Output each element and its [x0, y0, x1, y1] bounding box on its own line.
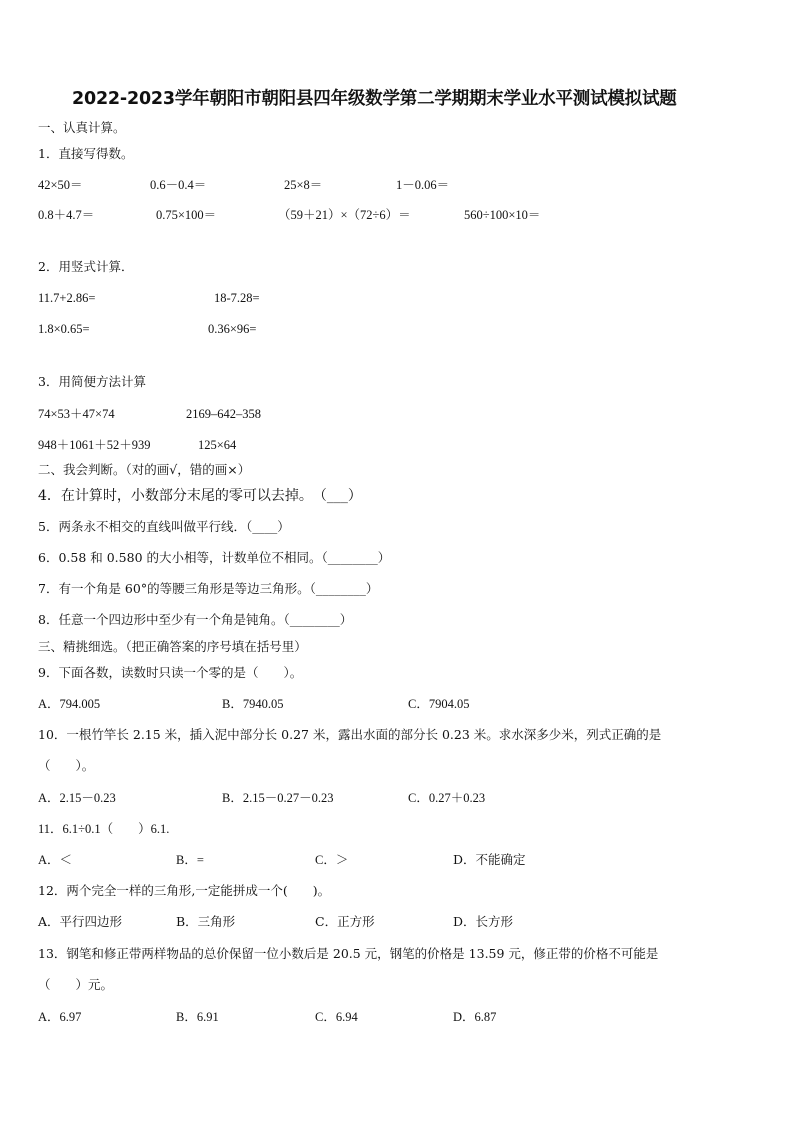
question-4: 4．在计算时，小数部分末尾的零可以去掉。 （___）	[38, 488, 362, 504]
question-10-stem-cont: （ ）。	[38, 758, 95, 773]
q10-option-b: B．2.15－0.27－0.23	[222, 791, 334, 805]
question-11-stem: 11．6.1÷0.1（ ）6.1.	[38, 822, 170, 836]
question-6: 6．0.58 和 0.580 的大小相等，计数单位不相同。（________）	[38, 550, 391, 565]
section-2-heading: 二、我会判断。（对的画√，错的画×）	[38, 462, 251, 477]
q12-option-a: A．平行四边形	[38, 914, 123, 929]
question-1-label: 1．直接写得数。	[38, 146, 134, 161]
section-3-heading: 三、精挑细选。（把正确答案的序号填在括号里）	[38, 639, 307, 654]
q12-option-d: D．长方形	[453, 914, 514, 929]
q13-option-c: C．6.94	[315, 1010, 358, 1024]
section-1-heading: 一、认真计算。	[38, 120, 126, 135]
q1-item: 25×8＝	[284, 178, 323, 192]
question-7: 7．有一个角是 60°的等腰三角形是等边三角形。（________）	[38, 581, 379, 596]
question-5: 5．两条永不相交的直线叫做平行线．（____）	[38, 519, 290, 534]
q1-item: 42×50＝	[38, 178, 83, 192]
q11-option-c: C．＞	[315, 853, 349, 867]
q2-item: 1.8×0.65=	[38, 322, 90, 336]
q11-option-b: B．=	[176, 853, 204, 867]
q3-item: 2169–642–358	[186, 407, 261, 421]
question-3-label: 3．用简便方法计算	[38, 374, 146, 389]
q1-item: 1－0.06＝	[396, 178, 450, 192]
question-13-stem: 13．钢笔和修正带两样物品的总价保留一位小数后是 20.5 元，钢笔的价格是 13.59 元，修正带的价格不可能是	[38, 946, 659, 961]
q1-item: 0.6－0.4＝	[150, 178, 207, 192]
q9-option-a: A．794.005	[38, 697, 101, 711]
q3-item: 74×53＋47×74	[38, 407, 115, 421]
q2-item: 0.36×96=	[208, 322, 257, 336]
q13-option-d: D．6.87	[453, 1010, 497, 1024]
page-title: 2022-2023学年朝阳市朝阳县四年级数学第二学期期末学业水平测试模拟试题	[72, 89, 677, 109]
q1-item: 0.8＋4.7＝	[38, 208, 95, 222]
q12-option-b: B．三角形	[176, 914, 236, 929]
q1-item: 0.75×100＝	[156, 208, 217, 222]
question-9-stem: 9．下面各数，读数时只读一个零的是（ ）。	[38, 665, 303, 680]
question-12-stem: 12．两个完全一样的三角形,一定能拼成一个( )。	[38, 883, 331, 898]
q11-option-d: D．不能确定	[453, 852, 526, 867]
q1-item: 560÷100×10＝	[464, 208, 541, 222]
q13-option-a: A．6.97	[38, 1010, 82, 1024]
q10-option-a: A．2.15－0.23	[38, 791, 116, 805]
question-2-label: 2．用竖式计算．	[38, 259, 134, 274]
q9-option-c: C．7904.05	[408, 697, 470, 711]
question-13-stem-cont: （ ）元。	[38, 977, 114, 992]
q3-item: 125×64	[198, 438, 237, 452]
q10-option-c: C．0.27＋0.23	[408, 791, 486, 805]
q1-item: （59＋21）×（72÷6）＝	[278, 208, 411, 222]
question-8: 8．任意一个四边形中至少有一个角是钝角。（________）	[38, 612, 353, 627]
q13-option-b: B．6.91	[176, 1010, 219, 1024]
q2-item: 11.7+2.86=	[38, 291, 96, 305]
q11-option-a: A．＜	[38, 853, 73, 867]
question-10-stem: 10．一根竹竿长 2.15 米，插入泥中部分长 0.27 米，露出水面的部分长 0.23 米。求水深多少米，列式正确的是	[38, 727, 662, 742]
q12-option-c: C．正方形	[315, 914, 375, 929]
q9-option-b: B．7940.05	[222, 697, 284, 711]
q2-item: 18-7.28=	[214, 291, 260, 305]
q3-item: 948＋1061＋52＋939	[38, 438, 151, 452]
